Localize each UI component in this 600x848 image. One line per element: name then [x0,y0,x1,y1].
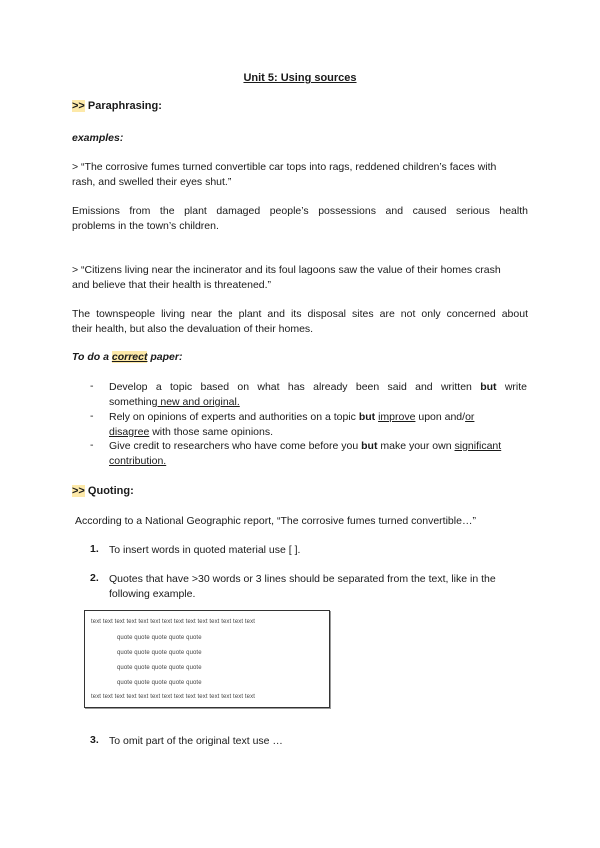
quote-example-image [84,610,330,708]
text-line: text text text text text text text text text text text text text text [91,694,255,700]
list-number: 1. [90,543,99,555]
text-line: text text text text text text text text text text text text text text [91,619,255,625]
example1-paraphrase [72,204,528,234]
text-line: Emissions from the plant damaged people’s possessions and caused serious health [72,205,528,217]
bullet-marker: - [90,410,94,422]
text-line [109,380,527,395]
bullet-marker: - [90,380,94,392]
list-number: 2. [90,572,99,584]
text-line [109,425,527,440]
quote-line: quote quote quote quote quote [117,650,202,656]
text-span: Rely on opinions of experts and authorities on a topic [109,411,359,423]
quote-line: quote quote quote quote quote [117,665,202,671]
bullet-item [109,439,527,469]
highlighted-word: correct [111,351,148,363]
paraphrasing-heading [72,100,162,112]
underlined-text: or [465,411,475,423]
text-line: problems in the town’s children. [72,220,219,232]
text-span: Give credit to researchers who have come before you [109,440,362,452]
underlined-text: new and original. [157,396,240,408]
quoting-intro: According to a National Geographic report, “The corrosive fumes turned convertible…” [75,515,476,527]
underlined-text: improve [378,411,416,423]
bullet-item [109,380,527,410]
text-line: Quotes that have >30 words or 3 lines should be separated from the text, like in the [109,573,496,585]
underlined-text: disagree [109,426,150,438]
text-line: rash, and swelled their eyes shut.” [72,176,232,188]
text-span: with those same opinions. [149,426,274,438]
correct-paper-heading [72,351,182,363]
quote-line: quote quote quote quote quote [117,680,202,686]
heading-text: To do a [72,351,112,363]
underlined-text: contribution. [109,455,167,467]
examples-label: examples: [72,132,124,144]
bold-word: but [480,381,497,393]
quoting-heading [72,485,134,497]
text-line [109,439,527,454]
list-item-text [109,572,527,602]
text-span: something [109,396,158,408]
text-line: their health, but also the devaluation of their homes. [72,323,314,335]
text-span: upon and/ [415,411,466,423]
list-item-text: To insert words in quoted material use [ ]. [109,544,301,556]
heading-text: paper: [147,351,183,363]
list-number: 3. [90,734,99,746]
text-line: > “The corrosive fumes turned convertible car tops into rags, reddened children’s faces with [72,161,497,173]
bullet-marker: - [90,439,94,451]
section-marker: >> [72,485,85,497]
example2-paraphrase [72,307,528,337]
text-line: following example. [109,588,196,600]
quoting-heading-text: Quoting: [87,485,134,497]
section-marker: >> [72,100,85,112]
quote-line: quote quote quote quote quote [117,635,202,641]
example2-quote [72,263,528,293]
text-line: > “Citizens living near the incinerator and its foul lagoons saw the value of their homes crash [72,264,501,276]
text-line: and believe that their health is threatened.” [72,279,272,291]
bold-word: but [358,411,376,423]
list-item-text: To omit part of the original text use … [109,735,283,747]
text-span: Develop a topic based on what has already been said and written [109,381,481,393]
text-span: make your own [377,440,455,452]
bullet-item [109,410,527,440]
text-line [109,454,527,469]
text-line [109,410,527,425]
underlined-text: significant [454,440,502,452]
text-line [109,395,527,410]
paraphrasing-heading-text: Paraphrasing: [87,100,162,112]
page-title: Unit 5: Using sources [243,72,357,84]
text-line: The townspeople living near the plant and its disposal sites are not only concerned about [72,308,528,320]
text-span: write [496,381,527,393]
bold-word: but [361,440,378,452]
example1-quote [72,160,528,190]
